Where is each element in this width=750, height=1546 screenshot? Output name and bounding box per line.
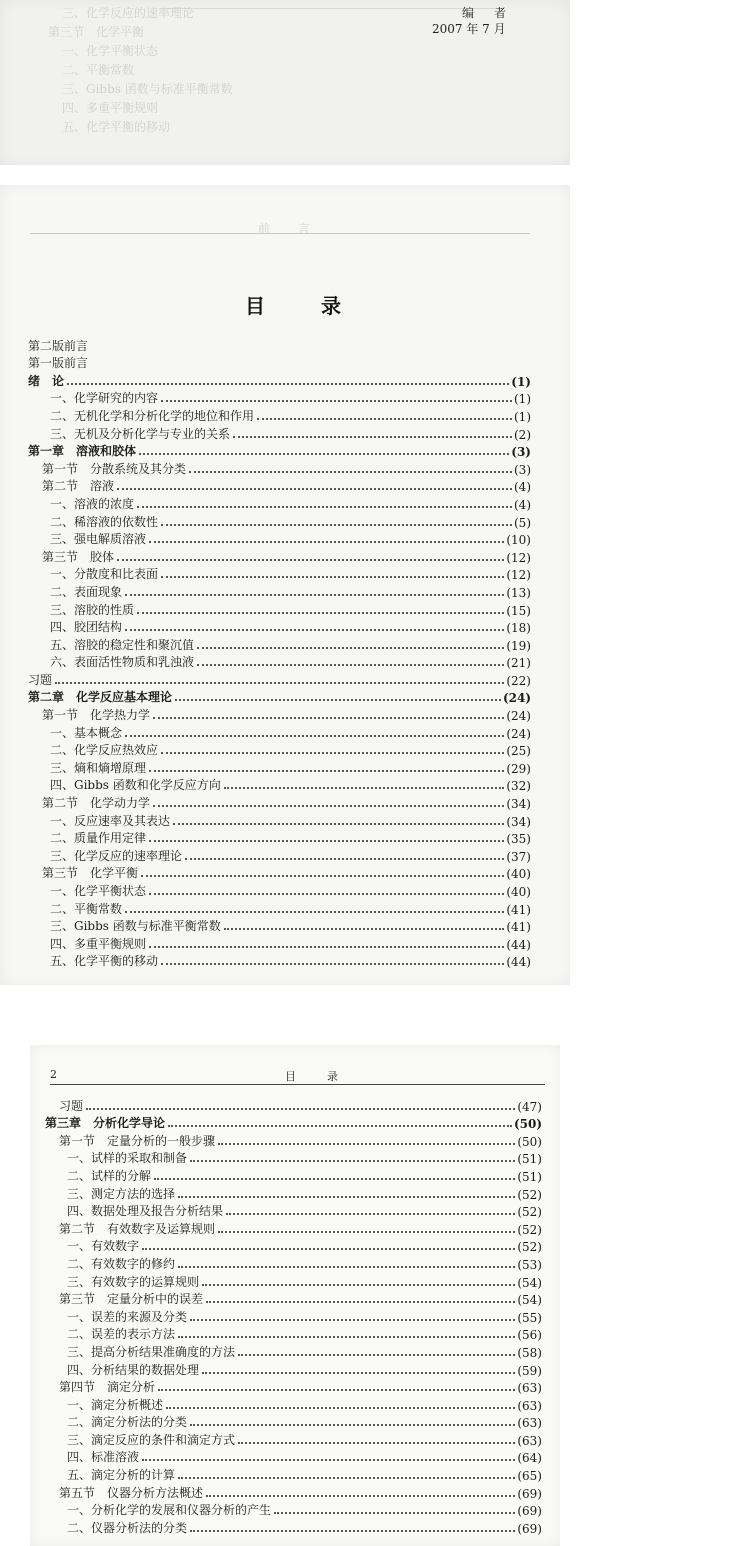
leader-dots	[168, 1125, 512, 1127]
toc-entry-label: 二、试样的分解	[67, 1168, 152, 1183]
toc-entry	[28, 336, 531, 354]
leader-dots	[190, 1530, 515, 1532]
toc-entry	[28, 705, 531, 723]
toc-entry-page: (52)	[517, 1240, 542, 1255]
toc-entry-label: 一、试样的采取和制备	[67, 1151, 188, 1166]
toc-entry-page: (51)	[517, 1169, 542, 1184]
toc-entry	[28, 618, 531, 636]
preface-date: 2007 年 7 月	[432, 22, 506, 36]
leader-dots	[149, 893, 504, 895]
leader-dots	[206, 1495, 515, 1497]
toc-entry-label: 四、Gibbs 函数和化学反应方向	[50, 778, 221, 793]
toc-entry-page: (44)	[506, 937, 531, 952]
leader-dots	[224, 787, 505, 789]
leader-dots	[153, 717, 504, 719]
leader-dots	[161, 752, 504, 754]
toc-entry	[45, 1096, 542, 1114]
leader-dots	[141, 875, 504, 877]
toc-entry-page: (44)	[506, 955, 531, 970]
leader-dots	[257, 418, 512, 420]
toc-entry-label: 二、化学反应热效应	[50, 743, 159, 758]
leader-dots	[117, 488, 512, 490]
toc-entry-label: 三、化学反应的速率理论	[50, 848, 183, 863]
toc-entry	[28, 934, 531, 952]
toc-entry	[28, 793, 531, 811]
toc-entry-page: (5)	[514, 515, 531, 530]
toc-entry	[28, 653, 531, 671]
toc-entry	[45, 1202, 542, 1220]
toc-entry-label: 一、化学平衡状态	[50, 884, 147, 898]
toc-entry	[28, 354, 531, 372]
toc-entry-page: (69)	[517, 1504, 542, 1519]
toc-entry-label: 二、表面现象	[50, 584, 123, 599]
leader-dots	[86, 1108, 515, 1110]
toc-entry-label: 一、滴定分析概述	[67, 1397, 164, 1412]
leader-dots	[197, 647, 504, 649]
toc-entry-label: 四、数据处理及报告分析结果	[67, 1204, 224, 1219]
toc-entry-page: (65)	[517, 1469, 542, 1484]
toc-entry-label: 四、分析结果的数据处理	[67, 1362, 200, 1377]
leader-dots	[142, 1248, 515, 1250]
page-edge-line	[30, 233, 530, 234]
toc-entry	[45, 1395, 542, 1413]
toc-entry	[28, 389, 531, 407]
toc-entry-page: (4)	[514, 497, 531, 512]
toc-entry	[28, 600, 531, 618]
toc-entry	[28, 406, 531, 424]
toc-entry-page: (1)	[514, 392, 531, 407]
leader-dots	[158, 1389, 515, 1391]
toc-entry-page: (15)	[506, 603, 531, 618]
toc-entry	[45, 1465, 542, 1483]
leader-dots	[149, 946, 504, 948]
leader-dots	[202, 1372, 515, 1374]
page-number: 2	[50, 1068, 57, 1081]
toc-entry-page: (52)	[517, 1187, 542, 1202]
toc-entry-page: (69)	[517, 1521, 542, 1536]
toc-entry	[28, 530, 531, 548]
leader-dots	[238, 1442, 515, 1444]
table-of-contents	[45, 1096, 542, 1536]
toc-entry	[45, 1430, 542, 1448]
toc-entry-label: 第一版前言	[28, 356, 89, 371]
toc-entry-page: (63)	[517, 1416, 542, 1431]
toc-entry	[45, 1219, 542, 1237]
page-edge-line	[160, 8, 500, 9]
toc-entry-page: (41)	[506, 920, 531, 935]
leader-dots	[117, 559, 504, 561]
leader-dots	[185, 858, 504, 860]
toc-entry-label: 第二节 溶液	[42, 479, 115, 494]
toc-entry-page: (1)	[511, 374, 531, 389]
leader-dots	[189, 471, 512, 473]
toc-entry-label: 三、有效数字的运算规则	[67, 1274, 200, 1289]
toc-entry-label: 五、化学平衡的移动	[50, 954, 159, 969]
leader-dots	[173, 823, 504, 825]
running-header-title: 目 录	[285, 1070, 348, 1083]
toc-entry-label: 四、标准溶液	[67, 1450, 140, 1465]
leader-dots	[161, 524, 512, 526]
leader-dots	[137, 612, 504, 614]
toc-entry-label: 四、胶团结构	[50, 620, 123, 635]
toc-entry-label: 一、溶液的浓度	[50, 496, 135, 511]
toc-entry	[45, 1518, 542, 1536]
leader-dots	[149, 840, 504, 842]
leader-dots	[226, 1213, 515, 1215]
toc-entry-label: 五、溶胶的稳定性和聚沉值	[50, 637, 195, 652]
toc-entry-page: (10)	[506, 533, 531, 548]
toc-entry-label: 二、滴定分析法的分类	[67, 1415, 188, 1430]
toc-entry-page: (3)	[514, 462, 531, 477]
leader-dots	[125, 911, 504, 913]
toc-entry-label: 二、稀溶液的依数性	[50, 514, 159, 529]
toc-entry-page: (24)	[506, 709, 531, 724]
toc-entry-label: 二、误差的表示方法	[67, 1327, 176, 1342]
toc-entry-page: (47)	[517, 1099, 542, 1114]
leader-dots	[178, 1477, 515, 1479]
toc-entry-label: 第二节 化学动力学	[42, 796, 151, 811]
toc-entry-page: (1)	[514, 409, 531, 424]
toc-entry-page: (64)	[517, 1451, 542, 1466]
leader-dots	[139, 453, 509, 455]
leader-dots	[137, 506, 512, 508]
toc-entry-page: (12)	[506, 550, 531, 565]
toc-entry	[45, 1114, 542, 1132]
leader-dots	[178, 1266, 515, 1268]
toc-entry-label: 第二章 化学反应基本理论	[28, 690, 173, 705]
toc-entry-page: (34)	[506, 814, 531, 829]
leader-dots	[175, 699, 501, 701]
toc-entry-page: (24)	[502, 691, 531, 706]
toc-entry	[28, 582, 531, 600]
toc-entry-page: (58)	[517, 1345, 542, 1360]
toc-entry	[28, 846, 531, 864]
toc-entry	[45, 1360, 542, 1378]
toc-entry-page: (63)	[517, 1433, 542, 1448]
editor-label: 编 者	[462, 6, 511, 20]
toc-entry-label: 三、溶胶的性质	[50, 602, 135, 617]
leader-dots	[154, 1178, 515, 1180]
toc-entry	[28, 424, 531, 442]
toc-entry-label: 一、反应速率及其表达	[50, 813, 171, 828]
toc-entry-page: (40)	[506, 885, 531, 899]
toc-entry	[28, 635, 531, 653]
faint-toc-line: 三、Gibbs 函数与标准平衡常数	[62, 82, 233, 96]
toc-entry	[28, 741, 531, 759]
toc-entry-page: (24)	[506, 726, 531, 741]
toc-entry	[28, 688, 531, 706]
toc-entry-page: (52)	[517, 1222, 542, 1237]
toc-entry	[45, 1342, 542, 1360]
toc-entry-page: (22)	[506, 673, 531, 688]
toc-entry-label: 习题	[59, 1098, 84, 1113]
faint-toc-line: 第三节 化学平衡	[48, 25, 145, 39]
toc-entry-page: (2)	[514, 427, 531, 442]
toc-entry-label: 第五节 仪器分析方法概述	[59, 1485, 204, 1500]
toc-entry-label: 第一节 化学热力学	[42, 708, 151, 723]
toc-entry-label: 一、分析化学的发展和仪器分析的产生	[67, 1503, 272, 1518]
toc-entry	[45, 1325, 542, 1343]
faint-running-header: 前 言	[258, 222, 319, 236]
leader-dots	[190, 1160, 515, 1162]
leader-dots	[190, 1319, 515, 1321]
toc-entry-label: 第一节 分散系统及其分类	[42, 461, 187, 476]
toc-entry-page: (41)	[506, 902, 531, 917]
toc-entry	[28, 881, 531, 899]
toc-entry-label: 三、强电解质溶液	[50, 532, 147, 547]
toc-entry-label: 二、质量作用定律	[50, 831, 147, 846]
leader-dots	[197, 664, 504, 666]
toc-entry	[28, 442, 531, 460]
leader-dots	[190, 1424, 515, 1426]
toc-entry-label: 三、滴定反应的条件和滴定方式	[67, 1432, 236, 1447]
toc-entry	[28, 811, 531, 829]
toc-entry-label: 二、有效数字的修约	[67, 1256, 176, 1271]
toc-entry-page: (56)	[517, 1328, 542, 1343]
table-of-contents	[28, 336, 531, 969]
toc-entry	[45, 1448, 542, 1466]
toc-entry-label: 第三节 胶体	[42, 549, 115, 564]
leader-dots	[274, 1512, 515, 1514]
toc-entry-label: 第三节 化学平衡	[42, 866, 139, 881]
toc-entry-page: (21)	[506, 656, 531, 671]
toc-entry-label: 一、分散度和比表面	[50, 567, 159, 582]
toc-entry-label: 二、无机化学和分析化学的地位和作用	[50, 408, 255, 423]
toc-entry	[28, 547, 531, 565]
leader-dots	[55, 682, 504, 684]
leader-dots	[178, 1196, 515, 1198]
toc-entry	[45, 1501, 542, 1519]
toc-entry-page: (19)	[506, 638, 531, 653]
toc-entry-page: (50)	[517, 1134, 542, 1149]
leader-dots	[218, 1143, 515, 1145]
toc-entry	[45, 1307, 542, 1325]
toc-entry-label: 第二节 有效数字及运算规则	[59, 1221, 216, 1236]
toc-entry-label: 习题	[28, 672, 53, 687]
leader-dots	[206, 1301, 515, 1303]
toc-entry	[45, 1413, 542, 1431]
toc-entry	[28, 512, 531, 530]
toc-entry	[45, 1290, 542, 1308]
toc-entry	[45, 1184, 542, 1202]
leader-dots	[67, 383, 509, 385]
toc-entry-label: 第一节 定量分析的一般步骤	[59, 1133, 216, 1148]
toc-entry-page: (3)	[511, 445, 531, 460]
leader-dots	[149, 541, 504, 543]
toc-entry-page: (52)	[517, 1205, 542, 1220]
toc-entry-label: 第二版前言	[28, 338, 89, 353]
toc-entry	[45, 1131, 542, 1149]
toc-entry-page: (51)	[517, 1152, 542, 1167]
toc-entry-page: (59)	[517, 1363, 542, 1378]
toc-entry-page: (40)	[506, 867, 531, 882]
toc-entry-label: 一、误差的来源及分类	[67, 1309, 188, 1324]
toc-entry	[28, 899, 531, 917]
toc-entry-label: 六、表面活性物质和乳浊液	[50, 655, 195, 670]
leader-dots	[233, 436, 512, 438]
leader-dots	[238, 1354, 515, 1356]
toc-entry	[45, 1378, 542, 1396]
page-title: 目 录	[245, 294, 359, 318]
leader-dots	[166, 1407, 515, 1409]
toc-entry-page: (50)	[513, 1117, 542, 1132]
toc-entry	[28, 371, 531, 389]
running-header	[50, 1068, 545, 1085]
leader-dots	[218, 1231, 515, 1233]
toc-entry-page: (63)	[517, 1398, 542, 1413]
toc-entry	[28, 952, 531, 970]
toc-entry	[28, 864, 531, 882]
toc-entry	[45, 1272, 542, 1290]
faint-toc-line: 四、多重平衡规则	[62, 101, 159, 115]
toc-entry	[28, 670, 531, 688]
faint-toc-line: 一、化学平衡状态	[62, 44, 159, 58]
leader-dots	[161, 576, 504, 578]
toc-entry-label: 四、多重平衡规则	[50, 936, 147, 951]
toc-entry-page: (32)	[506, 779, 531, 794]
toc-entry-label: 二、仪器分析法的分类	[67, 1520, 188, 1535]
toc-entry-label: 第三章 分析化学导论	[45, 1116, 166, 1131]
toc-entry	[45, 1166, 542, 1184]
toc-entry	[28, 776, 531, 794]
faint-toc-line: 五、化学平衡的移动	[62, 120, 171, 134]
toc-entry-label: 二、平衡常数	[50, 901, 123, 916]
toc-entry-page: (37)	[506, 849, 531, 864]
toc-entry-page: (63)	[517, 1381, 542, 1396]
toc-entry	[28, 459, 531, 477]
toc-entry-page: (54)	[517, 1275, 542, 1290]
toc-entry	[45, 1237, 542, 1255]
toc-entry-page: (12)	[506, 568, 531, 583]
toc-entry-label: 三、测定方法的选择	[67, 1186, 176, 1201]
leader-dots	[202, 1284, 515, 1286]
toc-entry-page: (35)	[506, 832, 531, 847]
toc-entry-label: 第一章 溶液和胶体	[28, 444, 137, 459]
toc-entry	[45, 1149, 542, 1167]
faint-toc-line: 二、平衡常数	[62, 63, 135, 77]
leader-dots	[161, 963, 504, 965]
leader-dots	[125, 594, 504, 596]
toc-entry-label: 第三节 定量分析中的误差	[59, 1292, 204, 1307]
toc-entry-page: (18)	[506, 621, 531, 636]
faint-toc-line: 三、化学反应的速率理论	[62, 6, 195, 20]
leader-dots	[178, 1336, 515, 1338]
toc-entry-label: 三、提高分析结果准确度的方法	[67, 1344, 236, 1359]
leader-dots	[125, 629, 504, 631]
toc-entry-page: (53)	[517, 1257, 542, 1272]
toc-entry-label: 三、Gibbs 函数与标准平衡常数	[50, 919, 221, 934]
toc-entry	[28, 477, 531, 495]
toc-entry-page: (25)	[506, 744, 531, 759]
toc-entry	[28, 829, 531, 847]
toc-entry	[28, 494, 531, 512]
leader-dots	[224, 928, 505, 930]
toc-entry	[28, 917, 531, 935]
toc-entry-page: (69)	[517, 1486, 542, 1501]
toc-entry-label: 三、无机及分析化学与专业的关系	[50, 426, 231, 441]
toc-entry-label: 一、基本概念	[50, 725, 123, 740]
toc-entry-label: 三、熵和熵增原理	[50, 760, 147, 775]
leader-dots	[161, 400, 512, 402]
toc-entry	[28, 565, 531, 583]
toc-entry	[28, 758, 531, 776]
leader-dots	[149, 770, 504, 772]
toc-entry-page: (55)	[517, 1310, 542, 1325]
leader-dots	[125, 735, 504, 737]
toc-entry-label: 五、滴定分析的计算	[67, 1468, 176, 1483]
toc-entry-page: (34)	[506, 797, 531, 812]
toc-entry-label: 绪 论	[28, 373, 65, 388]
toc-entry-label: 第四节 滴定分析	[59, 1380, 156, 1395]
leader-dots	[153, 805, 504, 807]
toc-entry	[45, 1254, 542, 1272]
toc-entry-page: (54)	[517, 1293, 542, 1308]
toc-entry-page: (13)	[506, 585, 531, 600]
toc-entry	[28, 723, 531, 741]
toc-entry	[45, 1483, 542, 1501]
toc-entry-label: 一、有效数字	[67, 1239, 140, 1254]
toc-entry-page: (4)	[514, 480, 531, 495]
toc-entry-label: 一、化学研究的内容	[50, 391, 159, 406]
toc-entry-page: (29)	[506, 761, 531, 776]
leader-dots	[142, 1459, 515, 1461]
